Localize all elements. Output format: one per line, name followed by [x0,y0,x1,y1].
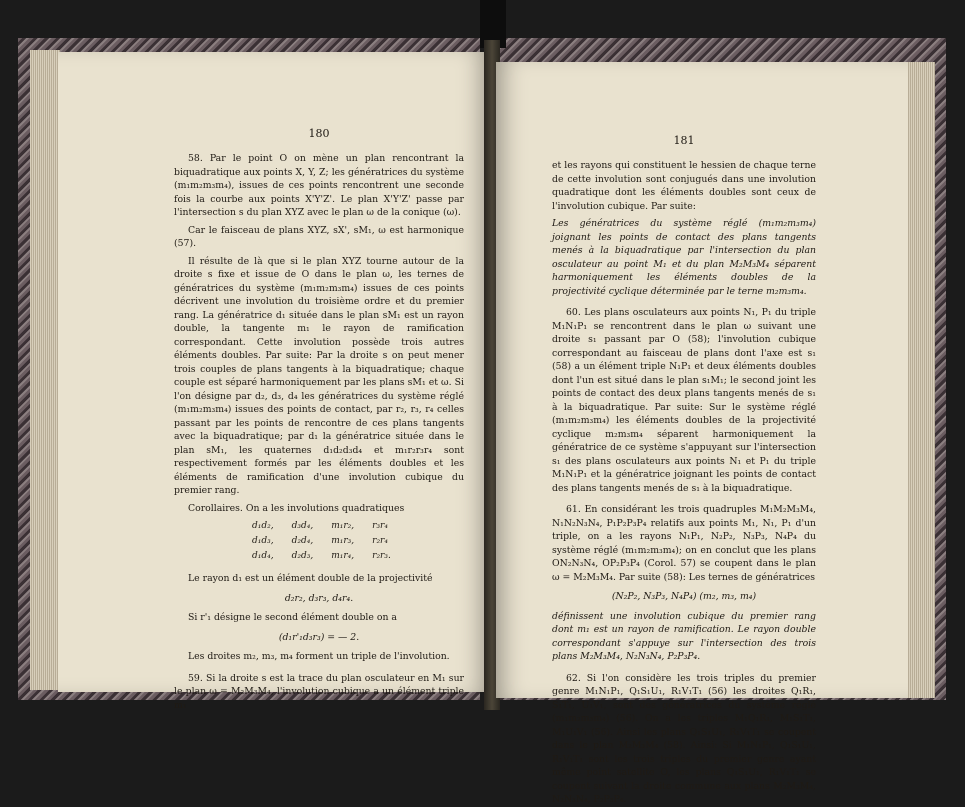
left-page [58,52,488,711]
right-page [496,62,908,805]
formula-cell: d₁d₂, [252,521,274,531]
formula-cell: r₂r₄ [372,536,388,546]
paragraph-result: Il résulte de là que si le plan XYZ tourne autour de la droite s fixe et issue de O dans le plan ω, les ternes de génératrices du système (m₁m₂m₃m₄) issues de ces points décrivent une involution du troisième ordre et du premier rang. La génératrice d₁ située dans le plan sM₁ est un rayon double, la tangente m₁ le rayon de ramification correspondant. Cette involution possède trois autres éléments doubles. Par suite: Par la droite s on peut mener trois couples de plans tangents à la biquadratique; chaque couple est séparé harmoniquement par les plans sM₁ et ω. Si l'on désigne par d₂, d₃, d₄ les génératrices du système réglé (m₁m₂m₃m₄) issues des points de contact, par r₂, r₃, r₄ celles passant par les points de rencontre de ces plans tangents avec la biquadratique; par d₁ la génératrice située dans le plan sM₁, les quaternes d₁d₂d₃d₄ et m₁r₂r₃r₄ sont respectivement formés par les éléments doubles et les éléments de ramification d'une involution cubique du premier rang. [174,255,464,496]
right-page-text [552,159,816,807]
paragraph-61: 61. En considérant les trois quadruples M₁M₂M₃M₄, N₁N₂N₃N₄, P₁P₂P₃P₄ relatifs aux points M₁, N₁, P₁ d'un triple, on a les rayons N₁P₁, N₂P₂, N₃P₃, N₄P₄ du système réglé (m₁m₂m₃m₄); on en conclut que les plans ON₂N₃N₄, OP₂P₃P₄ (Corol. 57) se coupent dans le plan ω = M₂M₃M₄. Par suite (58): Les ternes de génératrices [552,504,816,583]
paragraph-continuation: et les rayons qui constituent le hessien de chaque terne de cette involution sont conjugués dans une involution quadratique dont les éléments doubles sont ceux de l'involution cubique. Par suite: [552,160,816,212]
formula-cell: d₃d₄, [291,521,314,531]
formula-row-2 [174,534,464,549]
paragraph-theorem: Les génératrices du système réglé (m₁m₂m₃m₄) joignant les points de contact des plans tangents menés à la biquadratique par l'intersection du plan osculateur au point M₁ et du plan M₂M₃M₄ séparent harmoniquement les éléments doubles de la projectivité cyclique déterminée par le terne m₂m₃m₄. [552,218,816,297]
formula-cell: d₂d₃, [291,551,314,561]
formula-cell: d₂d₄, [291,536,314,546]
paragraph-si: Si r'₁ désigne le second élément double on a [188,612,397,623]
formula-row-3 [174,549,464,564]
paragraph-60: 60. Les plans osculateurs aux points N₁, P₁ du triple M₁N₁P₁ se rencontrent dans le plan ω suivant une droite s₁ passant par O (58); l'involution cubique correspondant au faisceau de plans dont l'axe est s₁ (58) a un élément triple N₁P₁ et deux éléments doubles dont l'un est situé dans le plan s₁M₁; le second joint les points de contact des deux plans tangents menés de s₁ à la biquadratique. Par suite: Sur le système réglé (m₁m₂m₃m₄) les éléments doubles de la projectivité cyclique m₂m₃m₄ séparent harmoniquement la génératrice de ce système s'appuyant sur l'intersection s₁ des plans osculateurs aux points N₁ et P₁ du triple M₁N₁P₁ et la génératrice joignant les points de contact des plans tangents menés de s₁ à la biquadratique. [552,307,816,494]
paragraph-projectivity: Le rayon d₁ est un élément double de la projectivité [188,573,433,584]
paragraph-58: 58. Par le point O on mène un plan rencontrant la biquadratique aux points X, Y, Z; les génératrices du système (m₁m₂m₃m₄), issues de ces points rencontrent une seconde fois la courbe aux points X'Y'Z'. Le plan X'Y'Z' passe par l'intersection s du plan XYZ avec le plan ω de la conique (ω). [174,153,464,218]
formula-cell: r₂r₃. [372,551,391,561]
paragraph-conclusion: Les droites m₂, m₃, m₄ forment un triple de l'involution. [188,651,450,662]
paragraph-harmonic: Car le faisceau de plans XYZ, sX', sM₁, ω est harmonique (57). [174,224,464,249]
left-page-edges [30,50,60,690]
formula-cross-ratio: (d₁r'₁d₃r₃) = — 2. [278,631,360,643]
right-page-number: 181 [673,134,695,147]
formula-ternes: (N₂P₂, N₃P₃, N₄P₄) (m₂, m₃, m₄) [611,591,757,602]
right-page-edges [905,62,935,698]
formula-cell: r₃r₄ [372,521,388,531]
left-page-number: 180 [308,127,330,140]
formula-cell: d₁d₄, [252,551,274,561]
paragraph-59: 59. Si la droite s est la trace du plan osculateur en M₁ sur le plan ω = M₂M₃M₄, l'involution cubique a un élément triple m₁ [174,672,464,711]
left-page-text [174,152,464,712]
formula-row-1 [174,519,464,534]
paragraph-62: 62. Si l'on considère les trois triples du premier genre M₁N₁P₁, Q₁S₁U₁, R₁V₁T₁ (56) les droites Q₁R₁, S₁T₁, U₁V₁, sont des génératrices du système réglé (m₁m₂m₃m₄) (56). On a les triples M₁Q₁R₁, M₁S₁T₁, M₁U₁V₁ (56). Ainsi les plans Q₁S₁U₁, R₁V₁T₁ se coupent dans le plan M₂M₃M₄ (58). Ainsi: Si M₁N₁P₁, Q₁S₁U₁, R₁V₁T₁ sont les trois triples du premier genre ayant même point satellite O, les plans Q₁S₁U₁, R₁V₁T₁ se coupent suivant la droite commune aux plans M₂M₃M₄, N₂N₃N₄, P₂P₃P₄. [552,672,816,805]
formula-cell: m₁r₄, [331,551,355,561]
paragraph-involution: définissent une involution cubique du premier rang dont m₁ est un rayon de ramification. Le rayon double correspondant s'appuye sur l'intersection des trois plans M₂M₃M₄, N₂N₃N₄, P₂P₃P₄. [552,610,816,662]
formula-projectivity: d₂r₂, d₃r₃, d₄r₄. [284,592,354,604]
formula-cell: m₁r₂, [331,521,355,531]
formula-cell: m₁r₃, [331,536,355,546]
paragraph-corollaires: Corollaires. On a les involutions quadratiques [188,502,405,514]
formula-cell: d₁d₃, [252,536,274,546]
